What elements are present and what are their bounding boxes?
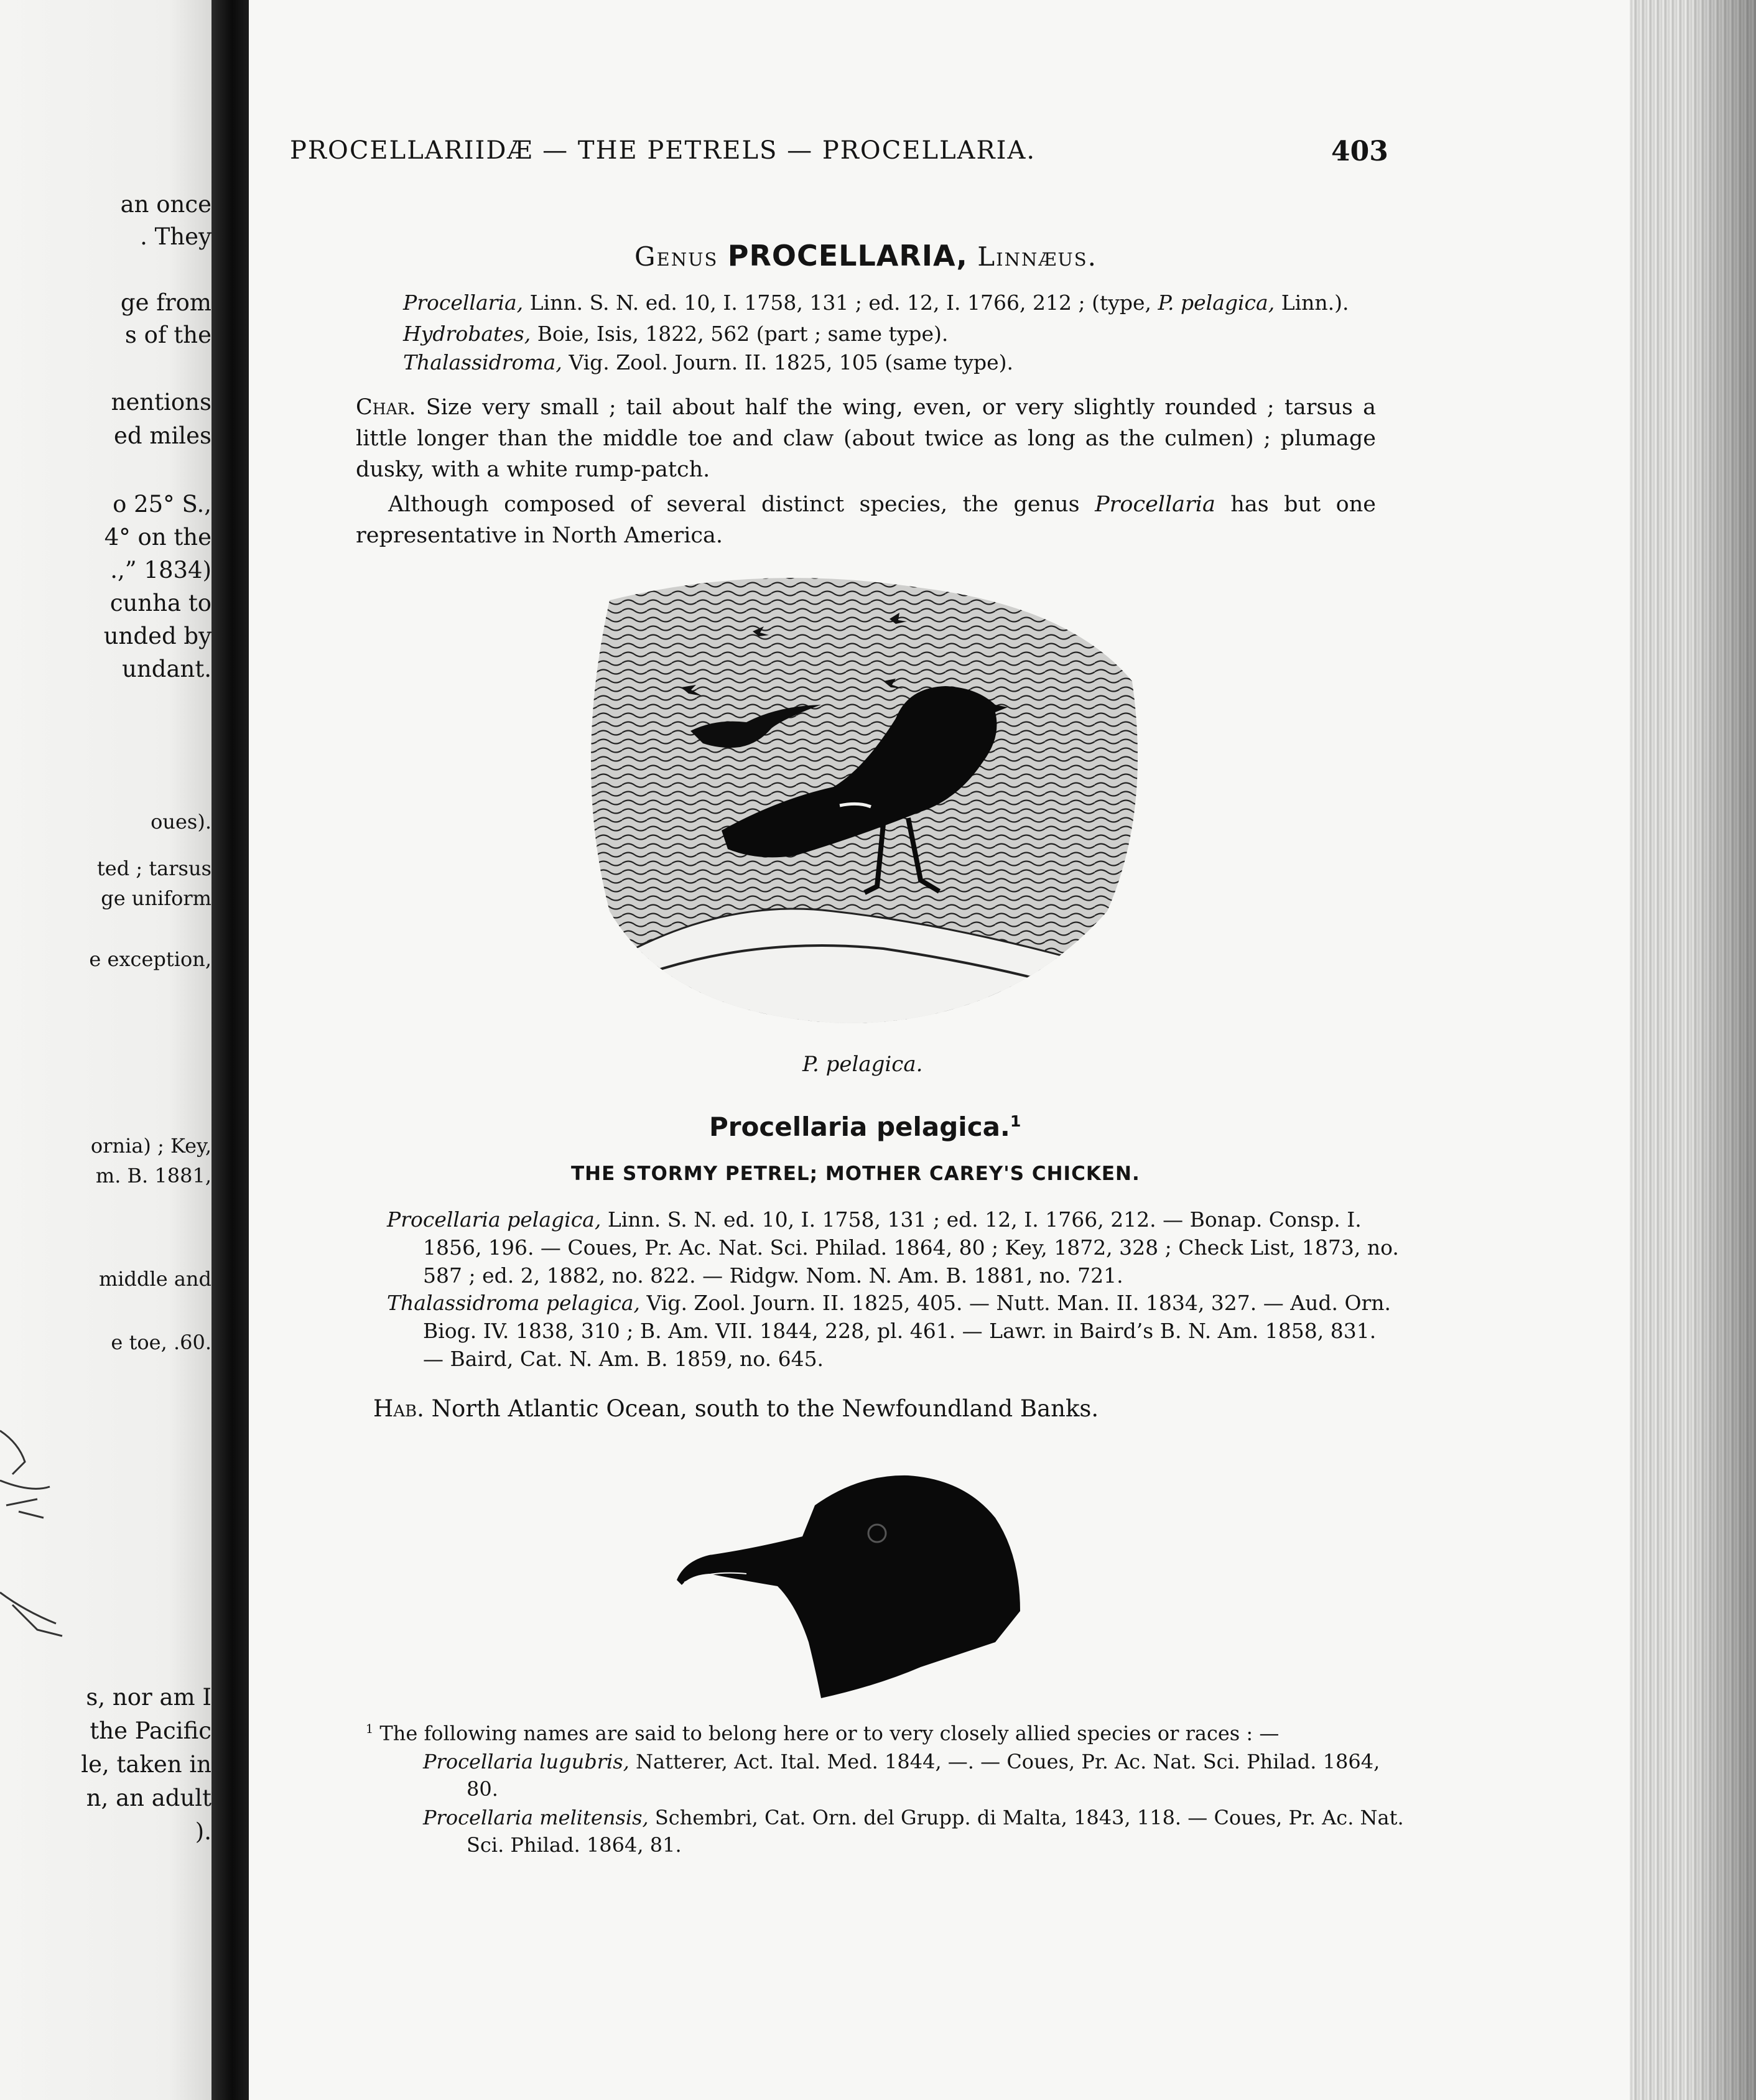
species-title [709,1113,1021,1140]
facing-text-line: ed miles [114,422,211,449]
page-number: 403 [1331,136,1388,167]
figure-caption: P. pelagica. [802,1052,923,1077]
footnote-intro-text: The following names are said to belong here or to very closely allied species or races : — [373,1721,1280,1745]
synonym-citation: Linn. S. N. ed. 10, I. 1758, 131 ; ed. 12, I. 1766, 212 ; (type, [523,290,1158,315]
genus-note [356,489,1376,551]
facing-text-line: e toe, .60. [111,1331,211,1354]
genus-synonym [403,352,1013,373]
footnote-reference: 1 [1010,1112,1021,1130]
synonym-citation: Boie, Isis, 1822, 562 (part ; same type). [531,322,949,346]
reference-name: Procellaria pelagica, [387,1207,602,1232]
book-gutter [211,0,249,2100]
footnote-mark: 1 [366,1722,374,1736]
habitat [373,1397,1099,1420]
facing-text-line: n, an adult [86,1785,211,1811]
facing-text-line: the Pacific [90,1717,211,1744]
synonym-citation: Vig. Zool. Journ. II. 1825, 105 (same type). [562,350,1013,374]
facing-text-line: undant. [122,656,211,682]
char-label: Char. [356,395,416,420]
synonym-name: Hydrobates, [403,322,531,346]
facing-text-line: ge uniform [101,886,211,910]
genus-characters [356,392,1376,485]
facing-page [0,0,211,2100]
reference-citation: Vig. Zool. Journ. II. 1825, 405. — Nutt. Man. II. 1834, 327. — Aud. Orn. Biog. IV. 1838, 310 ; B. Am. VII. 1844, 228, pl. 461. — Lawr. in Baird’s B. N. Am. 1858, 831. — Baird, Cat. N. Am. B. 1859, no. 645. [423,1291,1391,1371]
facing-text-line: cunha to [109,590,211,616]
facing-sketch-illustration [0,1406,75,1667]
genus-name: PROCELLARIA, [727,239,968,272]
char-text: Size very small ; tail about half the wing, even, or very slightly rounded ; tarsus a little longer than the middle toe and claw (about twice as long as the culmen) ; plumage dusky, with a white rump-patch. [356,395,1376,482]
footnote-entry [423,1748,1406,1803]
facing-text-line: an once [120,191,211,218]
footnote-entry [423,1804,1406,1859]
reference-citation: Linn. S. N. ed. 10, I. 1758, 131 ; ed. 12, I. 1766, 212. — Bonap. Consp. I. 1856, 196. — Coues, Pr. Ac. Nat. Sci. Philad. 1864, 80 ; Key, 1872, 328 ; Check List, 1873, no. 587 ; ed. 2, 1882, no. 822. — Ridgw. Nom. N. Am. B. 1881, no. 721. [423,1207,1399,1288]
synonym-name: Procellaria, [403,290,524,315]
habitat-text: North Atlantic Ocean, south to the Newfoundland Banks. [424,1395,1099,1422]
facing-text-line: . They [140,223,211,250]
species-common-name: THE STORMY PETREL; MOTHER CAREY'S CHICKEN. [571,1163,1140,1185]
footnote-entry-name: Procellaria melitensis, [423,1806,649,1829]
genus-note-text: Although composed of several distinct species, the genus [388,492,1095,517]
facing-text-line: ornia) ; Key, [90,1134,211,1158]
synonym-citation-tail: Linn.). [1275,290,1349,315]
species-name: Procellaria pelagica. [709,1112,1010,1142]
genus-note-text-end: has but one representative in North America. [356,492,1376,548]
facing-text-line: m. B. 1881, [95,1164,211,1187]
genus-synonym [403,323,948,344]
genus-heading [634,241,1097,270]
genus-prefix: Genus [634,241,718,272]
facing-text-line: 4° on the [104,524,211,551]
facing-text-line: s, nor am I [86,1684,211,1711]
synonym-type-name: P. pelagica, [1158,290,1275,315]
reference-name: Thalassidroma pelagica, [387,1291,641,1315]
facing-text-line: ted ; tarsus [96,857,211,880]
running-head: PROCELLARIIDÆ — THE PETRELS — PROCELLARIA. [290,136,1036,165]
facing-text-line: ge from [120,289,211,316]
facing-text-line: .,” 1834) [110,557,211,583]
footnote-entry-citation: Natterer, Act. Ital. Med. 1844, —. — Coues, Pr. Ac. Nat. Sci. Philad. 1864, 80. [467,1750,1380,1801]
stormy-petrel-engraving [572,563,1157,1036]
facing-text-line: o 25° S., [113,491,211,518]
facing-text-line: le, taken in [81,1751,211,1778]
species-reference [387,1206,1400,1289]
facing-text-line: ). [195,1818,211,1845]
facing-text-line: middle and [98,1267,211,1291]
page-edges [1630,0,1756,2100]
genus-synonym [403,292,1349,313]
footnote-entry-citation: Schembri, Cat. Orn. del Grupp. di Malta, 1843, 118. — Coues, Pr. Ac. Nat. Sci. Philad. 1864, 81. [467,1806,1404,1857]
petrel-head-illustration [672,1468,1033,1698]
facing-text-line: oues). [151,810,211,834]
synonym-name: Thalassidroma, [403,350,562,374]
facing-text-line: e exception, [89,947,211,971]
genus-note-name: Procellaria [1095,492,1215,517]
genus-author: Linnæus. [977,241,1098,272]
facing-text-line: unded by [103,623,211,649]
footnote-entry-name: Procellaria lugubris, [423,1750,629,1773]
habitat-label: Hab. [373,1395,424,1422]
species-reference [387,1289,1400,1373]
facing-text-line: nentions [111,389,211,416]
footnote-intro [366,1716,1367,1747]
facing-text-line: s of the [124,322,211,348]
